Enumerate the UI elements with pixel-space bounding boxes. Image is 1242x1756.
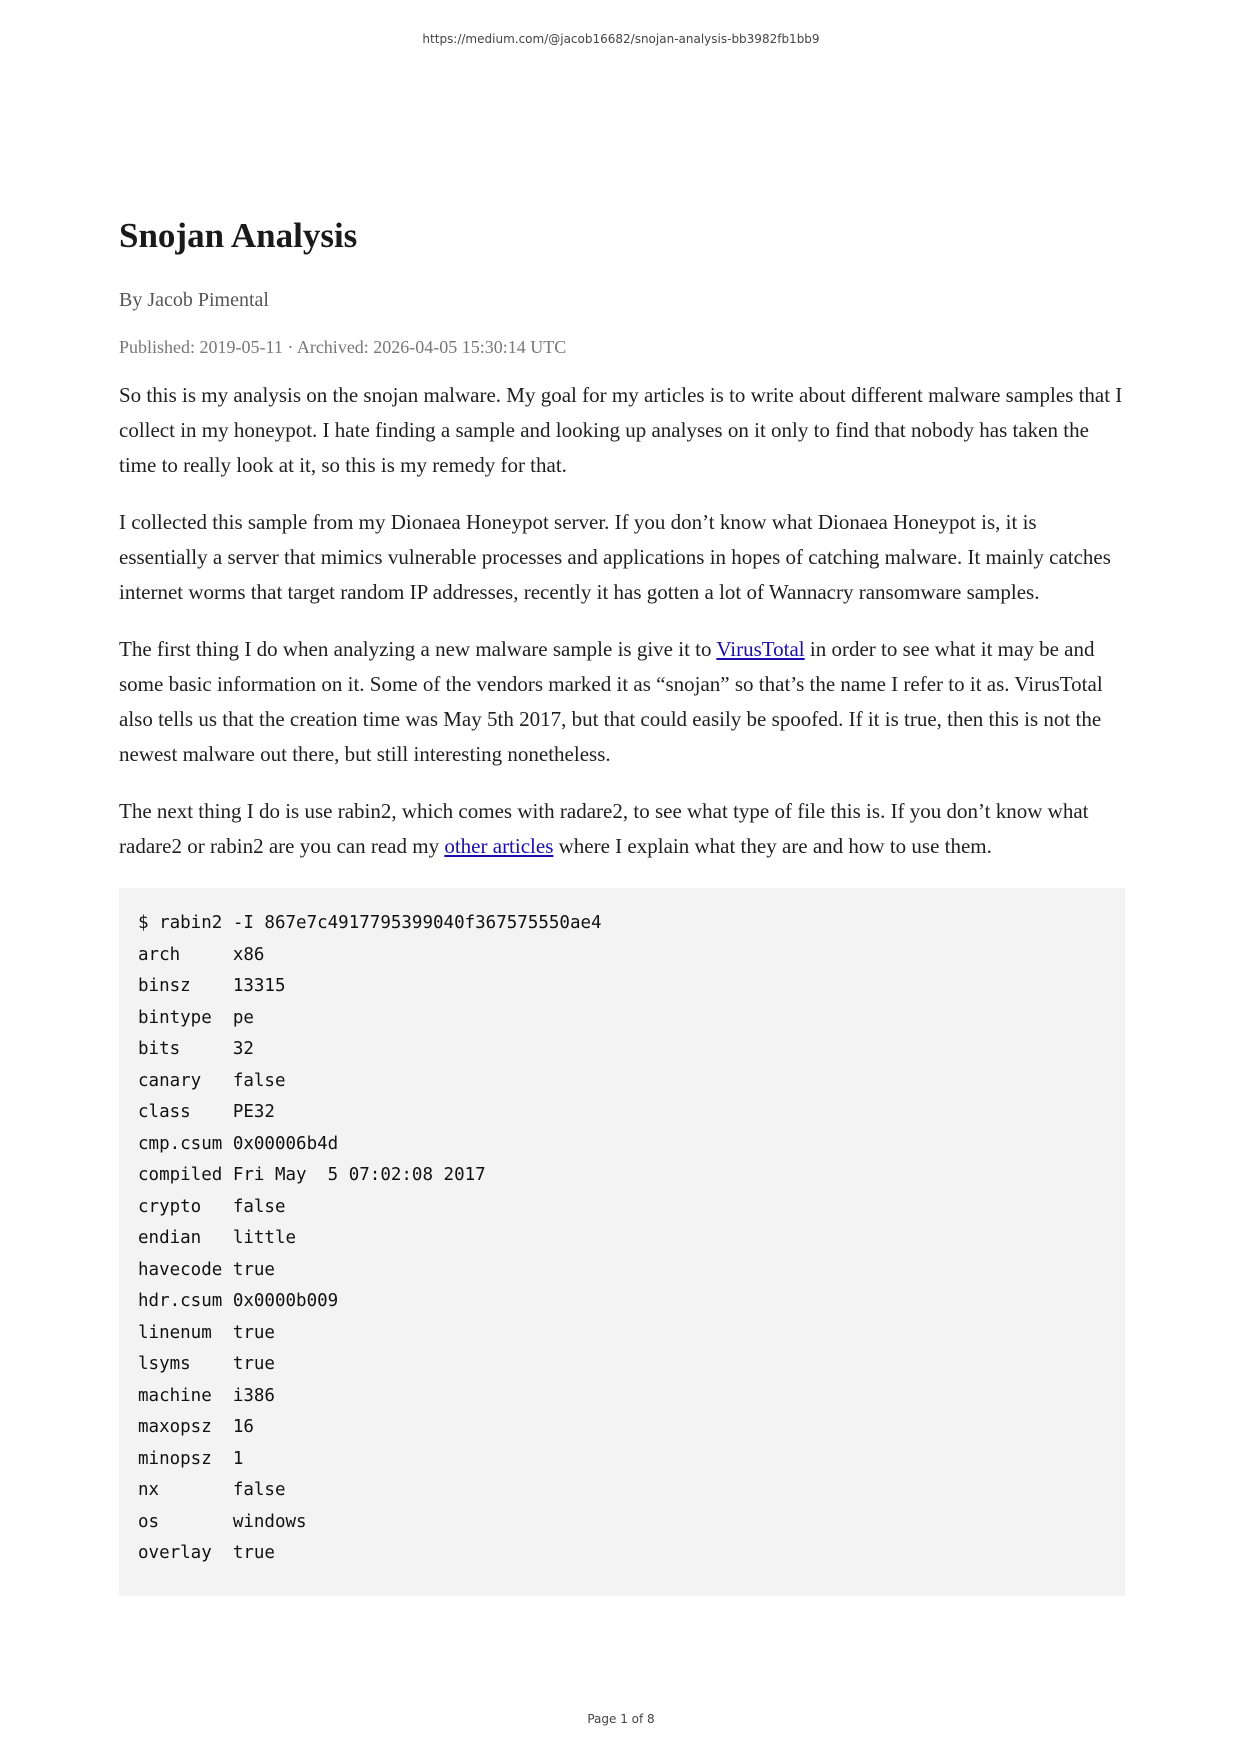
code-line: compiled Fri May 5 07:02:08 2017 <box>138 1165 486 1185</box>
code-line: havecode true <box>138 1259 275 1280</box>
code-block <box>119 888 1125 1596</box>
paragraph-honeypot: I collected this sample from my Dionaea Honeypot server. If you don’t know what Dionaea Honeypot is, it is essentially a server that mimics vulnerable processes and applications in hopes of catching malware. It mainly catches internet worms that target random IP addresses, recently it has gotten a lot of Wannacry ransomware samples. <box>119 510 1111 604</box>
paragraph-virustotal-text-after: in order to see what it may be and some basic information on it. Some of the vendors marked it as “snojan” so that’s the name I refer to it as. VirusTotal also tells us that the creation time was May 5th 2017, but that could easily be spoofed. If it is true, then this is not the newest malware out there, but still interesting nonetheless. <box>119 637 1103 766</box>
paragraph-rabin2-text-before: The next thing I do is use rabin2, which comes with radare2, to see what type of file this is. If you don’t know what radare2 or rabin2 are you can read my <box>119 799 1089 858</box>
code-line: canary false <box>138 1070 286 1091</box>
code-line: lsyms true <box>138 1354 275 1374</box>
article-meta: Published: 2019-05-11 · Archived: 2026-04-05 15:30:14 UTC <box>119 337 567 357</box>
code-line: arch x86 <box>138 944 265 965</box>
code-line: hdr.csum 0x0000b009 <box>138 1291 339 1311</box>
code-line: maxopsz 16 <box>138 1417 254 1437</box>
code-line: endian little <box>138 1228 297 1248</box>
article-byline: By Jacob Pimental <box>119 289 269 311</box>
code-line: bits 32 <box>138 1039 254 1059</box>
virustotal-link[interactable]: VirusTotal <box>716 637 805 661</box>
code-line: overlay true <box>138 1543 275 1563</box>
other-articles-link[interactable]: other articles <box>444 834 554 858</box>
page-url: https://medium.com/@jacob16682/snojan-analysis-bb3982fb1bb9 <box>422 32 820 46</box>
article <box>119 210 1125 1596</box>
code-line: bintype pe <box>138 1007 254 1028</box>
code-line: $ rabin2 -I 867e7c4917795399040f367575550ae4 <box>138 913 602 933</box>
paragraph-virustotal <box>119 632 1125 772</box>
paragraph-rabin2 <box>119 794 1125 864</box>
code-line: nx false <box>138 1480 286 1500</box>
paragraph-rabin2-text-after: where I explain what they are and how to use them. <box>553 834 992 858</box>
code-line: cmp.csum 0x00006b4d <box>138 1133 339 1154</box>
page-number: Page 1 of 8 <box>587 1712 655 1726</box>
code-line: class PE32 <box>138 1102 275 1122</box>
code-line: os windows <box>138 1511 307 1532</box>
paragraph-virustotal-text-before: The first thing I do when analyzing a new malware sample is give it to <box>119 637 717 661</box>
code-line: crypto false <box>138 1196 286 1217</box>
code-line: minopsz 1 <box>138 1448 244 1469</box>
code-line: machine i386 <box>138 1385 275 1406</box>
article-title: Snojan Analysis <box>119 216 358 255</box>
paragraph-intro: So this is my analysis on the snojan malware. My goal for my articles is to write about different malware samples that I collect in my honeypot. I hate finding a sample and looking up analyses on it only to find that nobody has taken the time to really look at it, so this is my remedy for that. <box>119 383 1123 477</box>
code-line: linenum true <box>138 1322 275 1343</box>
code-line: binsz 13315 <box>138 976 286 996</box>
